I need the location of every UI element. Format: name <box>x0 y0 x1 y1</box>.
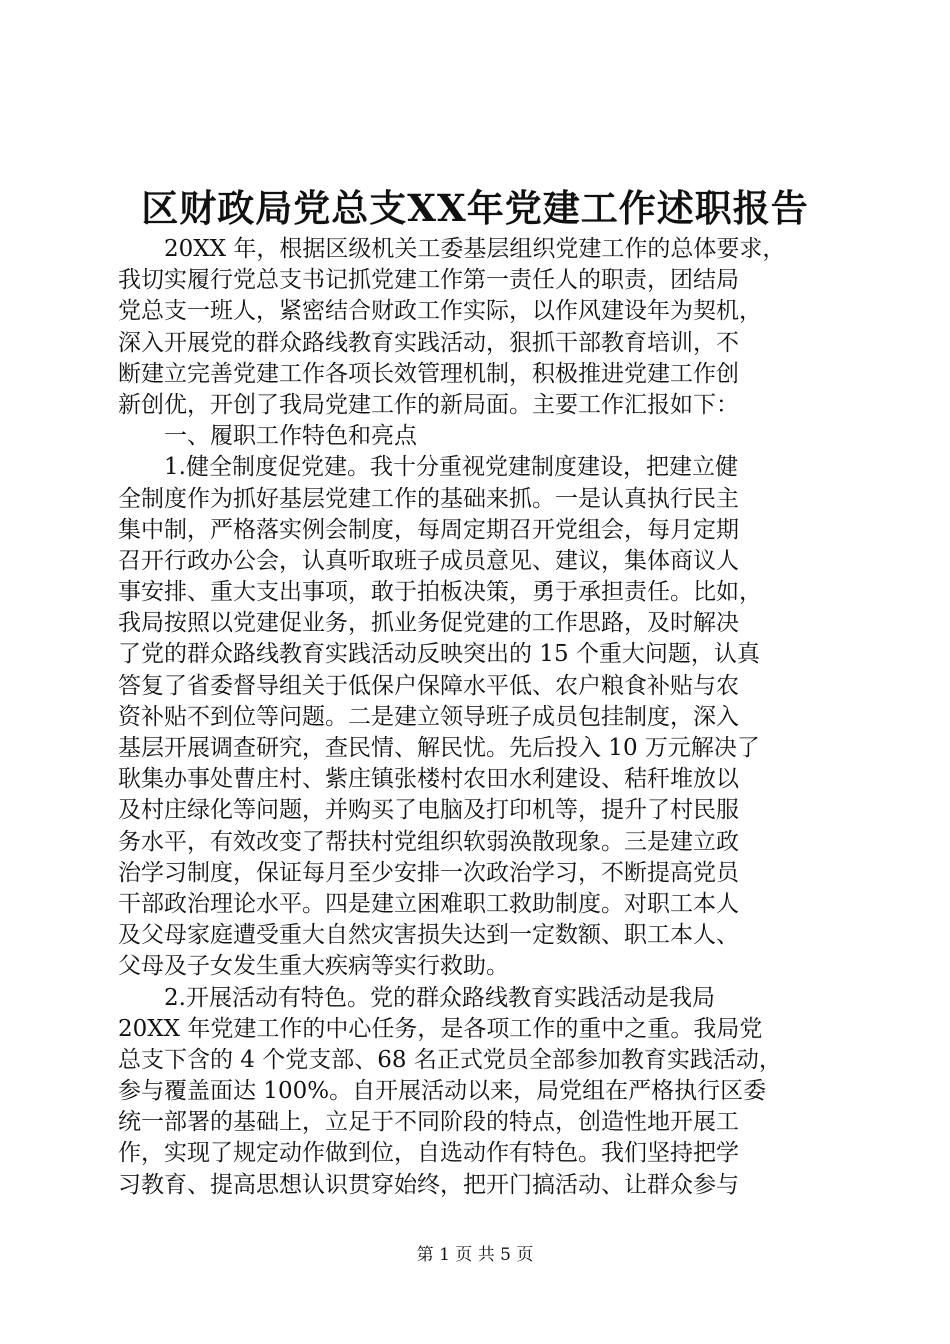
body-line: 务水平，有效改变了帮扶村党组织软弱涣散现象。三是建立政 <box>118 828 739 855</box>
body-line: 召开行政办公会，认真听取班子成员意见、建议，集体商议人 <box>118 547 739 574</box>
body-line: 治学习制度，保证每月至少安排一次政治学习，不断提高党员 <box>118 859 739 886</box>
body-line: 总支下含的 4 个党支部、68 名正式党员全部参加教育实践活动， <box>118 1046 782 1073</box>
body-line: 统一部署的基础上，立足于不同阶段的特点，创造性地开展工 <box>118 1109 739 1136</box>
body-line: 20XX 年，根据区级机关工委基层组织党建工作的总体要求， <box>164 236 786 262</box>
body-line: 我切实履行党总支书记抓党建工作第一责任人的职责，团结局 <box>118 267 739 294</box>
body-line: 一、履职工作特色和亮点 <box>164 423 417 450</box>
body-line: 20XX 年党建工作的中心任务，是各项工作的重中之重。我局党 <box>118 1015 763 1042</box>
body-line: 答复了省委督导组关于低保户保障水平低、农户粮食补贴与农 <box>118 672 739 699</box>
body-line: 及父母家庭遭受重大自然灾害损失达到一定数额、职工本人、 <box>118 922 739 949</box>
body-line: 全制度作为抓好基层党建工作的基础来抓。一是认真执行民主 <box>118 485 739 512</box>
body-line: 2.开展活动有特色。党的群众路线教育实践活动是我局 <box>164 984 715 1011</box>
body-line: 新创优，开创了我局党建工作的新局面。主要工作汇报如下： <box>118 391 739 418</box>
body-line: 干部政治理论水平。四是建立困难职工救助制度。对职工本人 <box>118 890 739 917</box>
body-line: 集中制，严格落实例会制度，每周定期召开党组会，每月定期 <box>118 516 739 543</box>
body-line: 习教育、提高思想认识贯穿始终，把开门搞活动、让群众参与 <box>118 1171 739 1198</box>
body-line: 资补贴不到位等问题。二是建立领导班子成员包挂制度，深入 <box>118 703 739 730</box>
body-line: 党总支一班人，紧密结合财政工作实际，以作风建设年为契机， <box>118 298 762 325</box>
body-line: 1.健全制度促党建。我十分重视党建制度建设，把建立健 <box>164 454 738 481</box>
body-line: 作，实现了规定动作做到位，自选动作有特色。我们坚持把学 <box>118 1140 739 1167</box>
body-line: 我局按照以党建促业务，抓业务促党建的工作思路，及时解决 <box>118 610 739 637</box>
body-line: 基层开展调查研究，查民情、解民忧。先后投入 10 万元解决了 <box>118 735 760 761</box>
body-line: 耿集办事处曹庄村、紫庄镇张楼村农田水利建设、秸秆堆放以 <box>118 766 739 793</box>
body-line: 深入开展党的群众路线教育实践活动，狠抓干部教育培训，不 <box>118 329 739 356</box>
body-line: 父母及子女发生重大疾病等实行救助。 <box>118 953 509 980</box>
document-body <box>118 234 838 1201</box>
body-line: 及村庄绿化等问题，并购买了电脑及打印机等，提升了村民服 <box>118 797 739 824</box>
body-line: 了党的群众路线教育实践活动反映突出的 15 个重大问题，认真 <box>118 641 760 668</box>
body-line: 断建立完善党建工作各项长效管理机制，积极推进党建工作创 <box>118 360 739 387</box>
body-line: 参与覆盖面达 100%。自开展活动以来，局党组在严格执行区委 <box>118 1078 767 1105</box>
page-footer: 第 1 页 共 5 页 <box>416 1245 534 1265</box>
document-title: 区财政局党总支XX年党建工作述职报告 <box>141 186 809 230</box>
body-line: 事安排、重大支出事项，敢于拍板决策，勇于承担责任。比如， <box>118 579 762 606</box>
